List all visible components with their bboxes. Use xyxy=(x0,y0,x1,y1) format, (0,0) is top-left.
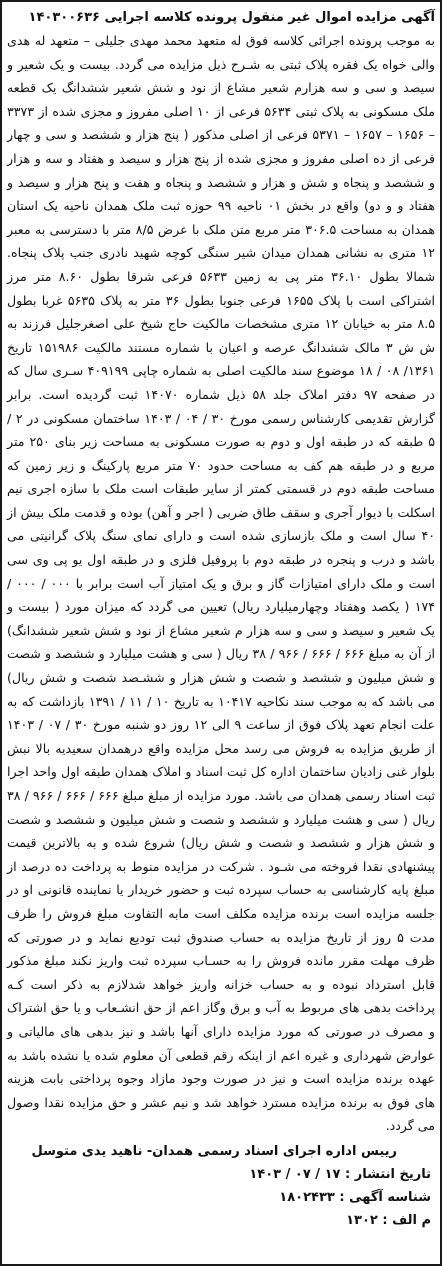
notice-id-row xyxy=(7,1186,431,1209)
publish-date-value: ۱۷ / ۰۷ / ۱۴۰۳ xyxy=(249,1166,341,1182)
notice-signoff: رییس اداره اجرای اسناد رسمی همدان- ناهید یدی متوسل xyxy=(31,1143,397,1159)
publish-date-row xyxy=(7,1163,431,1186)
meta-separator: : xyxy=(334,1189,350,1205)
notice-meta xyxy=(7,1163,435,1232)
reference-value: ۱۳۰۲ xyxy=(346,1212,378,1228)
meta-separator: : xyxy=(340,1166,355,1182)
notice-id-label: شناسه آگهی xyxy=(349,1189,431,1205)
notice-id-value: ۱۸۰۲۴۳۳ xyxy=(279,1189,335,1205)
notice-body: به موجب پرونده اجرائی کلاسه فوق له متعهد محمد مهدی جلیلی – متعهد له هدی والی خواه یک فقره پلاک ثبتی به شـرح ذیل مزایده می گردد. بیست و یک شعیر و سیصد و سی و سه هزارم شعیر مشاع از نود و شش شعیر ششدانگ یک قطعه ملک مسکونی به پلاک ثبتی ۵۶۳۴ فرعی از ۱۰ اصلی مفروز و مجزی شده از ۳۳۷۳ – ۱۶۵۶ – ۱۶۵۷ – ۵۳۷۱ فرعی از اصلی مذکور ( پنج هزار و ششصد و سی و چهار فرعی از ده اصلی مفروز و مجزی شده از پنج هزار و سیصد و هفتاد و سه و هزار و ششصد و پنجاه و شش و هزار و ششصد و پنجاه و هفت و پنج هزار و سیصد و هفتاد و و دو) واقع در بخش ۰۱ ناحیه ۹۹ حوزه ثبت ملک همدان ناحیه یک استان همدان به مساحت ۳۰۶.۵ متر مربع متن ملک با عرض ۸/۵ متر با دسترسی به معبر ۱۲ متری به نشانی همدان میدان شیر سنگی کوچه شهید نادری جنب پلاک پنجاه. شمالا بطول ۳۶.۱۰ متر پی به زمین ۵۶۳۳ فرعی شرقا بطول ۸.۶۰ متر مرز اشتراکی است با پلاک ۱۶۵۵ فرعی جنوبا بطول ۳۶ متر به پلاک ۵۶۳۵ غربا بطول ۸.۵ متر به خیابان ۱۲ متری مشخصات مالکیت حاج شیخ علی اصغرجلیل فرزند به ش ش ۳ مالک ششدانگ عرصه و اعیان با شماره مستند مالکیت ۱۵۱۹۸۶ تاریخ ۱۳۶۱/ ۰۸ / ۱۸ موضوع سند مالکیت اصلی به شماره چاپی ۴۰۹۱۹۹ سـری سال که در صفحه ۹۷ دفتر املاک جلد ۵۸ ذیل شماره ۱۴۰۷۰ ثبت گردیده است. برابر گزارش تقدیمی کارشناس رسمی مورخ ۳۰ / ۰۴ / ۱۴۰۳ ساختمان مسکونی در ۲ / ۵ طبقه که در طبقه اول و دوم به صورت مسکونی به مساحت زیر بنای ۲۵۰ متر مربع و در طبقه هم کف به مساحت حدود ۷۰ متر مربع پارکینگ و زیر زمین که مساحت طبقه دوم در قسمتی کمتر از سایر طبقات است ملک با سازه اجری نیم اسکلت با دیوار آجری و سقف طاق ضربی ( اجر و آهن) بوده و قدمت ملک بیش از ۴۰ سال است و ملک بازسازی شده است و دارای نمای سنگ پلاک گرانیتی می باشد و درب و پنجره در طبقه دوم با پروفیل فلزی و در طبقه اول یو پی وی سی است و ملک دارای امتیازات گاز و برق و یک امتیاز آب است برابر با ۰۰۰ / ۰۰۰ / ۱۷۴ ( یکصد وهفتاد وچهارمیلیارد ریال) تعیین می گردد که میزان مورد ( بیست و یک شعیر و سیصد و سی و سه هزار م شعیر مشاع از نود و شش شعیر ششدانگ) از آن به مبلغ ۶۶۶ / ۶۶۶ / ۹۶۶ / ۳۸ ریال ( سی و هشت میلیارد و ششصد و شصت و شش میلیون و ششصد و شصت و شش هزار و ششـصد شصت و شش ریال) می باشد که به موجب سند نکاحیه ۱۰۴۱۷ به تاریخ ۱۰ / ۱۱ / ۱۳۹۱ بازداشت که به علت انجام تعهد پلاک فوق از ساعت ۹ الی ۱۲ روز دو شنبه مورخ ۳۰ / ۰۷ / ۱۴۰۳ از طریق مزایده به فروش می رسد محل مزایده واقع درهمدان سعیدیه بالا نبش بلوار غنی زادیان ساختمان اداره کل ثبت اسناد و املاک همدان طبقه اول واحد اجرا ثبت اسناد رسمی همدان می باشد. مورد مزایده از مبلغ مبلغ ۶۶۶ / ۶۶۶ / ۹۶۶ / ۳۸ ریال ( سی و هشت میلیارد و ششصد و شصت و شش میلیون و ششصد و شصت و شش هزار و ششصد و شصت و شش ریال) شروع شده و به بالاترین قیمت پیشنهادی نقدا فروخته می شـود . شرکت در مزایده منوط به پرداخت ده درصد از مبلغ پایه کارشناسی به حساب سپرده ثبت و حضور خریدار یا نماینده قانونی او در جلسه مزایده است برنده مزایده مکلف است مابه التفاوت مبلغ فروش را ظرف مدت ۵ روز از تاریخ مزایده به حساب صندوق ثبت تودیع نماید و در صورتی که ظرف مهلت مقرر مانده فروش را به حسـاب سپرده ثبت واریز نکند مبلغ مذکور قابل استرداد نبوده و به حساب خزانه واریز خواهد شدلازم به ذکر است کـه پرداخت بدهی های مربوط به آب و برق وگاز اعم از حق انشـعاب و یا حق اشتراک و مصرف در صورتی که مورد مزایده دارای آنها باشد و نیز بدهی های مالیاتی و عوارض شهرداری و غیره اعم از اینکه رقم قطعی آن معلوم شده یا نشده باشد به عهده برنده مزایده است و نیز در صورت وجود مازاد وجوه پرداختی بابت هزینه های فوق به برنده مزایده مسترد خواهد شد و نیم عشر و حق مزایده نقدا وصول می گردد. xyxy=(7,33,436,1134)
reference-label: م الف xyxy=(392,1212,431,1228)
reference-row xyxy=(7,1209,431,1232)
notice-title: آگهی مزایده اموال غیر منقول پرونده کلاسه اجرایی ۱۴۰۳۰۰۶۳۶ xyxy=(28,10,435,25)
meta-separator: : xyxy=(377,1212,393,1228)
publish-date-label: تاریخ انتشار xyxy=(354,1166,431,1182)
